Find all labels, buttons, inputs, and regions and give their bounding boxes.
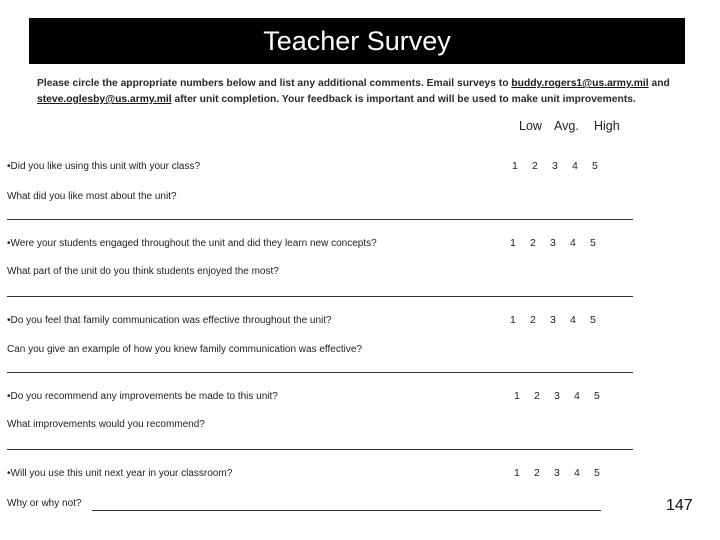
instructions-text-3: after unit completion. Your feedback is important and will be used to make unit improvements. [171,94,636,105]
rating-5[interactable]: 5 [594,390,600,402]
rating-3[interactable]: 3 [554,467,560,479]
rating-2[interactable]: 2 [534,467,540,479]
scale-low: Low [519,119,542,133]
rating-5[interactable]: 5 [590,237,596,249]
rating-2[interactable]: 2 [534,390,540,402]
email-link-2[interactable]: steve.oglesby@us.army.mil [37,94,172,105]
instructions-text-2: and [648,78,670,89]
rating-2[interactable]: 2 [530,237,536,249]
rating-row-3[interactable] [510,314,610,326]
scale-high: High [594,119,620,133]
rating-4[interactable]: 4 [574,467,580,479]
followup-4: What improvements would you recommend? [7,419,205,430]
rating-3[interactable]: 3 [552,160,558,172]
rating-3[interactable]: 3 [550,237,556,249]
survey-title: Teacher Survey [29,18,685,64]
rating-4[interactable]: 4 [570,314,576,326]
answer-line-5[interactable] [92,510,601,511]
answer-line-4[interactable] [7,449,633,450]
rating-row-1[interactable] [512,160,612,172]
answer-line-3[interactable] [7,372,633,373]
question-5: •Will you use this unit next year in your classroom? [7,468,233,479]
answer-line-1[interactable] [7,219,633,220]
question-1: •Did you like using this unit with your class? [7,161,201,172]
rating-1[interactable]: 1 [510,237,516,249]
email-link-1[interactable]: buddy.rogers1@us.army.mil [511,78,649,89]
followup-5: Why or why not? [7,498,82,509]
scale-avg: Avg. [554,119,579,133]
instructions-text-1: Please circle the appropriate numbers below and list any additional comments. Email surveys to [37,78,512,89]
rating-row-5[interactable] [514,467,614,479]
followup-2: What part of the unit do you think students enjoyed the most? [7,266,279,277]
rating-3[interactable]: 3 [554,390,560,402]
followup-1: What did you like most about the unit? [7,191,177,202]
question-4: •Do you recommend any improvements be made to this unit? [7,391,278,402]
followup-3: Can you give an example of how you knew family communication was effective? [7,344,362,355]
rating-1[interactable]: 1 [514,467,520,479]
rating-1[interactable]: 1 [510,314,516,326]
rating-2[interactable]: 2 [530,314,536,326]
instructions [37,76,687,108]
rating-2[interactable]: 2 [532,160,538,172]
rating-1[interactable]: 1 [514,390,520,402]
rating-3[interactable]: 3 [550,314,556,326]
rating-row-2[interactable] [510,237,610,249]
answer-line-2[interactable] [7,296,633,297]
rating-1[interactable]: 1 [512,160,518,172]
question-3: •Do you feel that family communication was effective throughout the unit? [7,315,332,326]
rating-4[interactable]: 4 [570,237,576,249]
rating-5[interactable]: 5 [594,467,600,479]
rating-5[interactable]: 5 [590,314,596,326]
rating-5[interactable]: 5 [592,160,598,172]
rating-row-4[interactable] [514,390,614,402]
page-number: 147 [666,497,693,514]
rating-4[interactable]: 4 [574,390,580,402]
question-2: •Were your students engaged throughout the unit and did they learn new concepts? [7,238,377,249]
rating-scale-header [519,119,620,133]
rating-4[interactable]: 4 [572,160,578,172]
